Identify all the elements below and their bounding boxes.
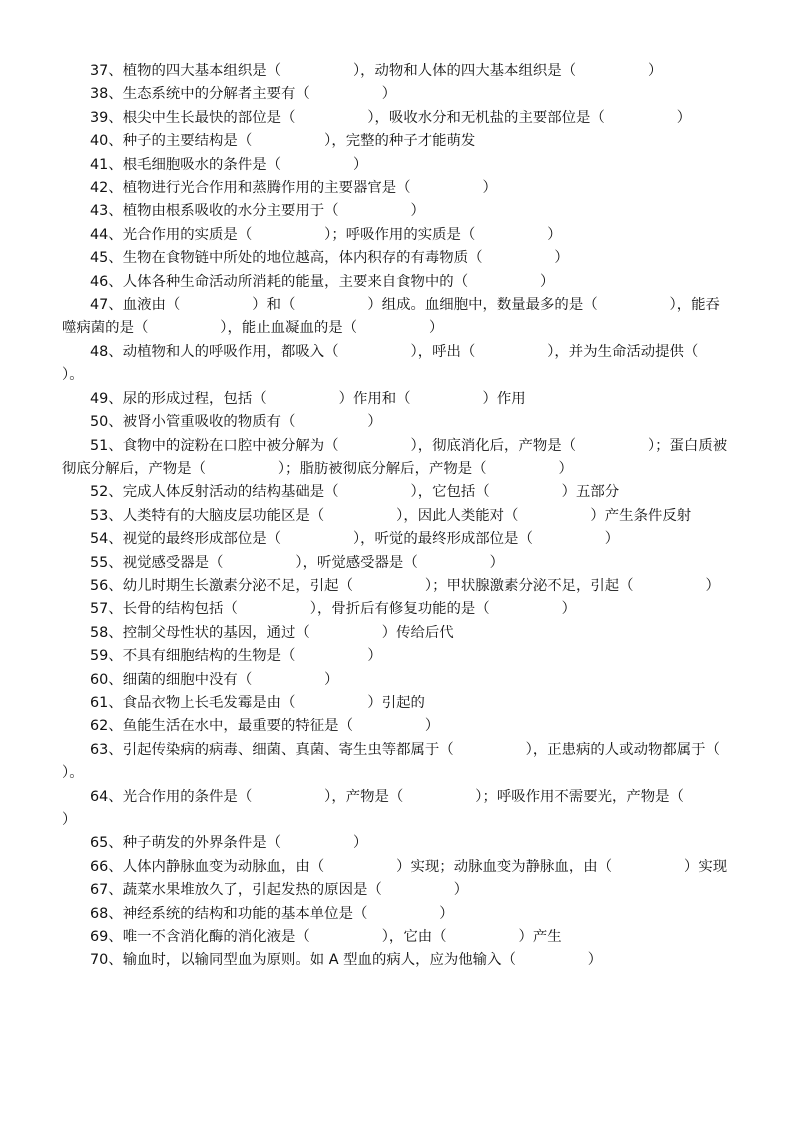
question-67: 67、蔬菜水果堆放久了，引起发热的原因是（ ） <box>90 882 469 899</box>
question-38: 38、生态系统中的分解者主要有（ ） <box>90 86 397 103</box>
question-62: 62、鱼能生活在水中，最重要的特征是（ ） <box>90 718 440 735</box>
question-45: 45、生物在食物链中所处的地位越高，体内积存的有毒物质（ ） <box>90 250 569 267</box>
question-70: 70、输血时，以输同型血为原则。如 A 型血的病人，应为他输入（ ） <box>90 952 603 969</box>
question-49: 49、尿的形成过程，包括（ ）作用和（ ）作用 <box>90 390 526 407</box>
question-52: 52、完成人体反射活动的结构基础是（ ），它包括（ ）五部分 <box>90 484 620 501</box>
question-65: 65、种子萌发的外界条件是（ ） <box>90 835 368 852</box>
question-40: 40、种子的主要结构是（ ），完整的种子才能萌发 <box>90 133 476 150</box>
question-44: 44、光合作用的实质是（ ）；呼吸作用的实质是（ ） <box>90 226 562 243</box>
question-48: 48、动植物和人的呼吸作用，都吸入（ ），呼出（ ），并为生命活动提供（ ）。 <box>62 343 771 384</box>
question-63: 63、引起传染病的病毒、细菌、真菌、寄生虫等都属于（ ），正患病的人或动物都属于（ ）。 <box>62 741 792 782</box>
question-57: 57、长骨的结构包括（ ），骨折后有修复功能的是（ ） <box>90 601 577 618</box>
question-47: 47、血液由（ ）和（ ）组成。血细胞中，数量最多的是（ ），能吞噬病菌的是（ ），能止血凝血的是（ ） <box>62 297 720 337</box>
question-43: 43、植物由根系吸收的水分主要用于（ ） <box>90 203 425 220</box>
question-53: 53、人类特有的大脑皮层功能区是（ ），因此人类能对（ ）产生条件反射 <box>90 507 692 524</box>
question-55: 55、视觉感受器是（ ），听觉感受器是（ ） <box>90 554 505 571</box>
question-50: 50、被肾小管重吸收的物质有（ ） <box>90 414 382 431</box>
question-51: 51、食物中的淀粉在口腔中被分解为（ ），彻底消化后，产物是（ ）；蛋白质被彻底分解后，产物是（ ）；脂肪被彻底分解后，产物是（ ） <box>62 437 728 477</box>
question-60: 60、细菌的细胞中没有（ ） <box>90 671 339 688</box>
question-56: 56、幼儿时期生长激素分泌不足，引起（ ）；甲状腺激素分泌不足，引起（ ） <box>90 577 720 594</box>
question-59: 59、不具有细胞结构的生物是（ ） <box>90 648 382 665</box>
question-69: 69、唯一不含消化酶的消化液是（ ），它由（ ）产生 <box>90 929 562 946</box>
question-68: 68、神经系统的结构和功能的基本单位是（ ） <box>90 905 454 922</box>
question-46: 46、人体各种生命活动所消耗的能量，主要来自食物中的（ ） <box>90 273 555 290</box>
question-54: 54、视觉的最终形成部位是（ ），听觉的最终形成部位是（ ） <box>90 531 620 548</box>
question-41: 41、根毛细胞吸水的条件是（ ） <box>90 156 368 173</box>
question-64: 64、光合作用的条件是（ ），产物是（ ）；呼吸作用不需要光，产物是（ ） <box>62 788 756 828</box>
question-39: 39、根尖中生长最快的部位是（ ），吸收水分和无机盐的主要部位是（ ） <box>90 109 692 126</box>
question-37: 37、植物的四大基本组织是（ ），动物和人体的四大基本组织是（ ） <box>90 63 663 79</box>
question-61: 61、食品衣物上长毛发霉是由（ ）引起的 <box>90 694 425 711</box>
question-66: 66、人体内静脉血变为动脉血，由（ ）实现；动脉血变为静脉血，由（ ）实现 <box>90 858 728 875</box>
question-58: 58、控制父母性状的基因，通过（ ）传给后代 <box>90 624 454 641</box>
question-42: 42、植物进行光合作用和蒸腾作用的主要器官是（ ） <box>90 180 497 197</box>
